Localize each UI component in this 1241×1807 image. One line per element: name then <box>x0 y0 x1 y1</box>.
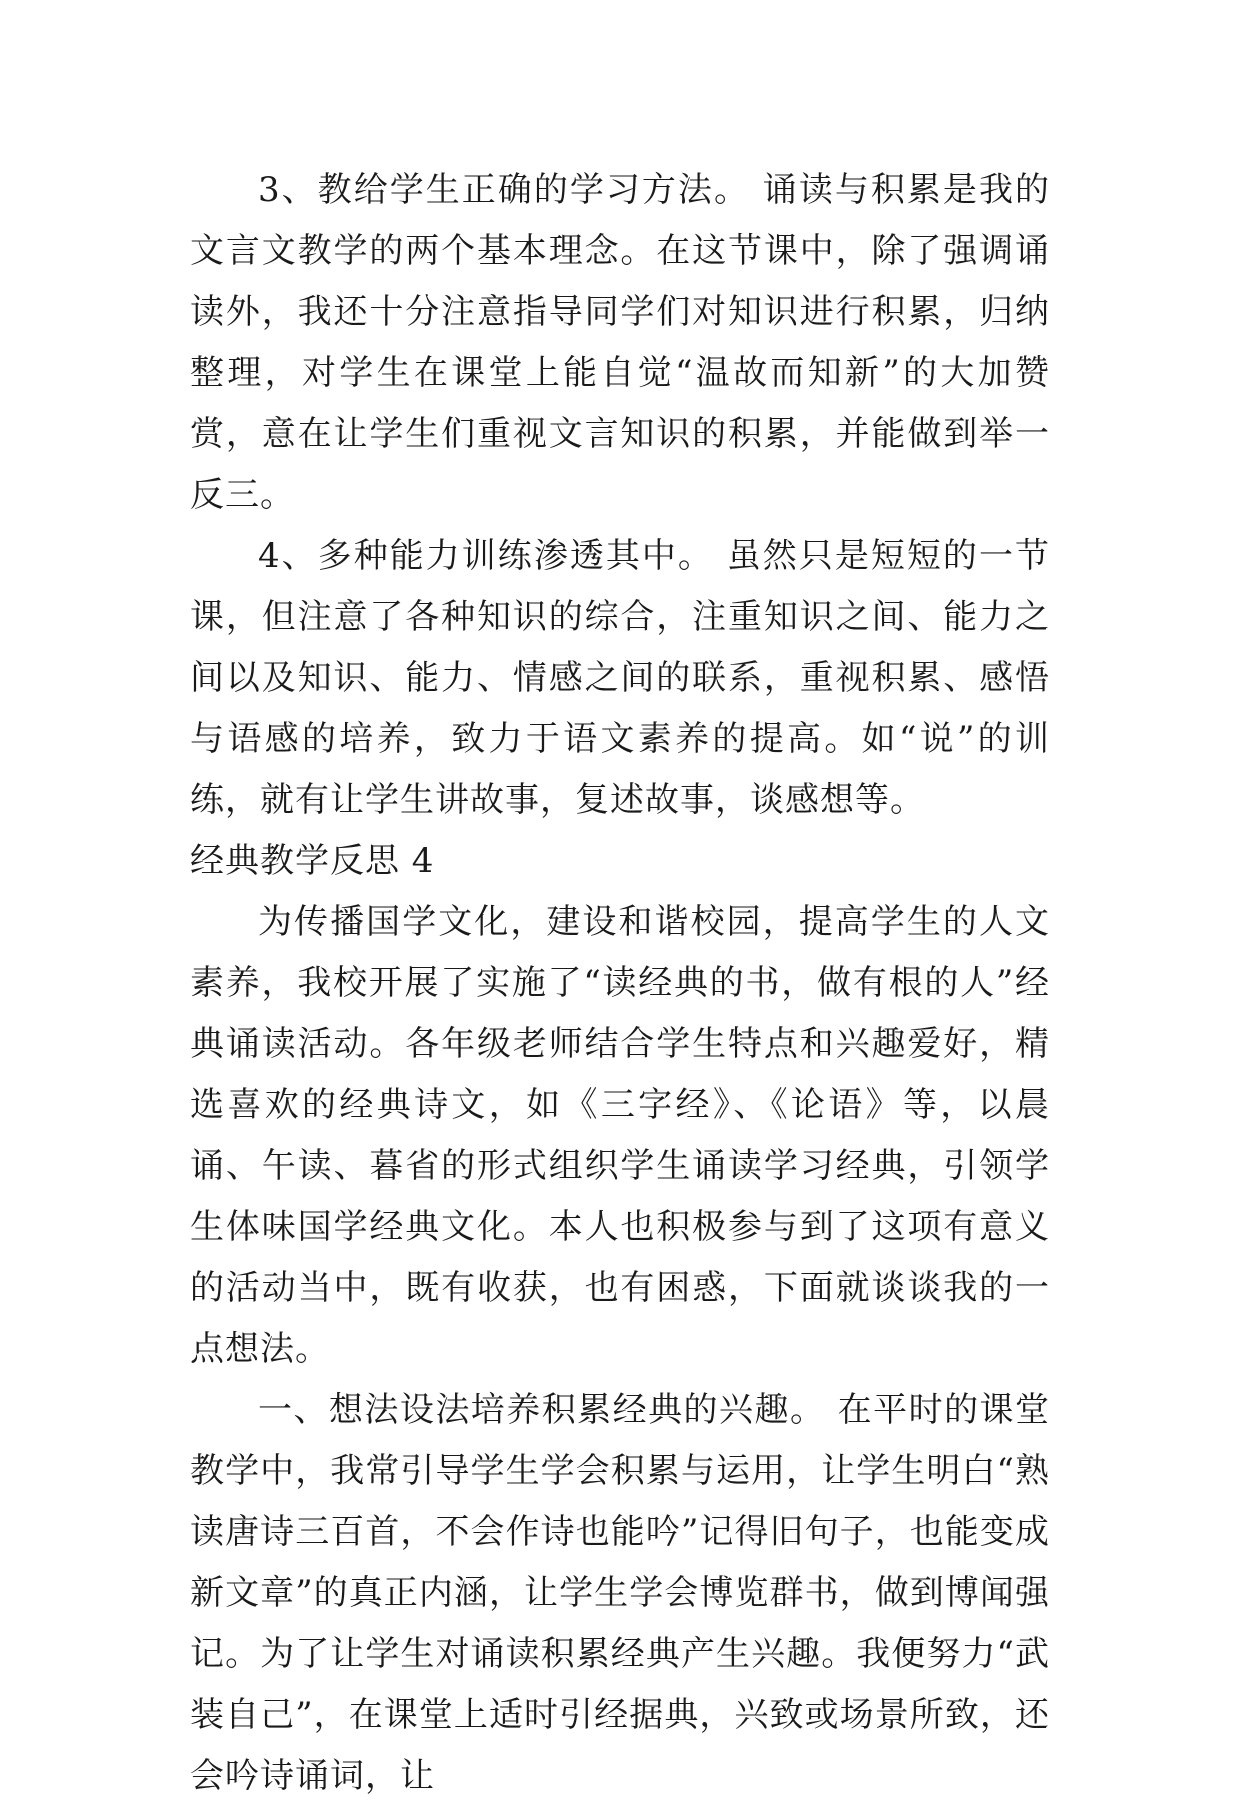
paragraph-teaching-method: 3、教给学生正确的学习方法。 诵读与积累是我的文言文教学的两个基本理念。在这节课中，除了强调诵读外，我还十分注意指导同学们对知识进行积累，归纳整理，对学生在课堂上能自觉“温故而知新”的大加赞赏，意在让学生们重视文言知识的积累，并能做到举一反三。 <box>190 170 1050 515</box>
paragraph-cultivate-interest: 一、想法设法培养积累经典的兴趣。 在平时的课堂教学中，我常引导学生学会积累与运用，让学生明白“熟读唐诗三百首，不会作诗也能吟”记得旧句子，也能变成新文章”的真正内涵，让学生学会博览群书，做到博闻强记。为了让学生对诵读积累经典产生兴趣。我便努力“武装自己”，在课堂上适时引经据典，兴致或场景所致，还会吟诗诵词，让 <box>190 1390 1050 1796</box>
paragraph-ability-training: 4、多种能力训练渗透其中。 虽然只是短短的一节课，但注意了各种知识的综合，注重知识之间、能力之间以及知识、能力、情感之间的联系，重视积累、感悟与语感的培养，致力于语文素养的提高。如“说”的训练，就有让学生讲故事，复述故事，谈感想等。 <box>190 536 1050 820</box>
section-title: 经典教学反思 4 <box>190 841 435 881</box>
paragraph-classic-reading-intro: 为传播国学文化，建设和谐校园，提高学生的人文素养，我校开展了实施了“读经典的书，做有根的人”经典诵读活动。各年级老师结合学生特点和兴趣爱好，精选喜欢的经典诗文，如《三字经》、《论语》等，以晨诵、午读、暮省的形式组织学生诵读学习经典，引领学生体味国学经典文化。本人也积极参与到了这项有意义的活动当中，既有收获，也有困惑，下面就谈谈我的一点想法。 <box>190 902 1050 1369</box>
document-body <box>190 160 1050 1807</box>
